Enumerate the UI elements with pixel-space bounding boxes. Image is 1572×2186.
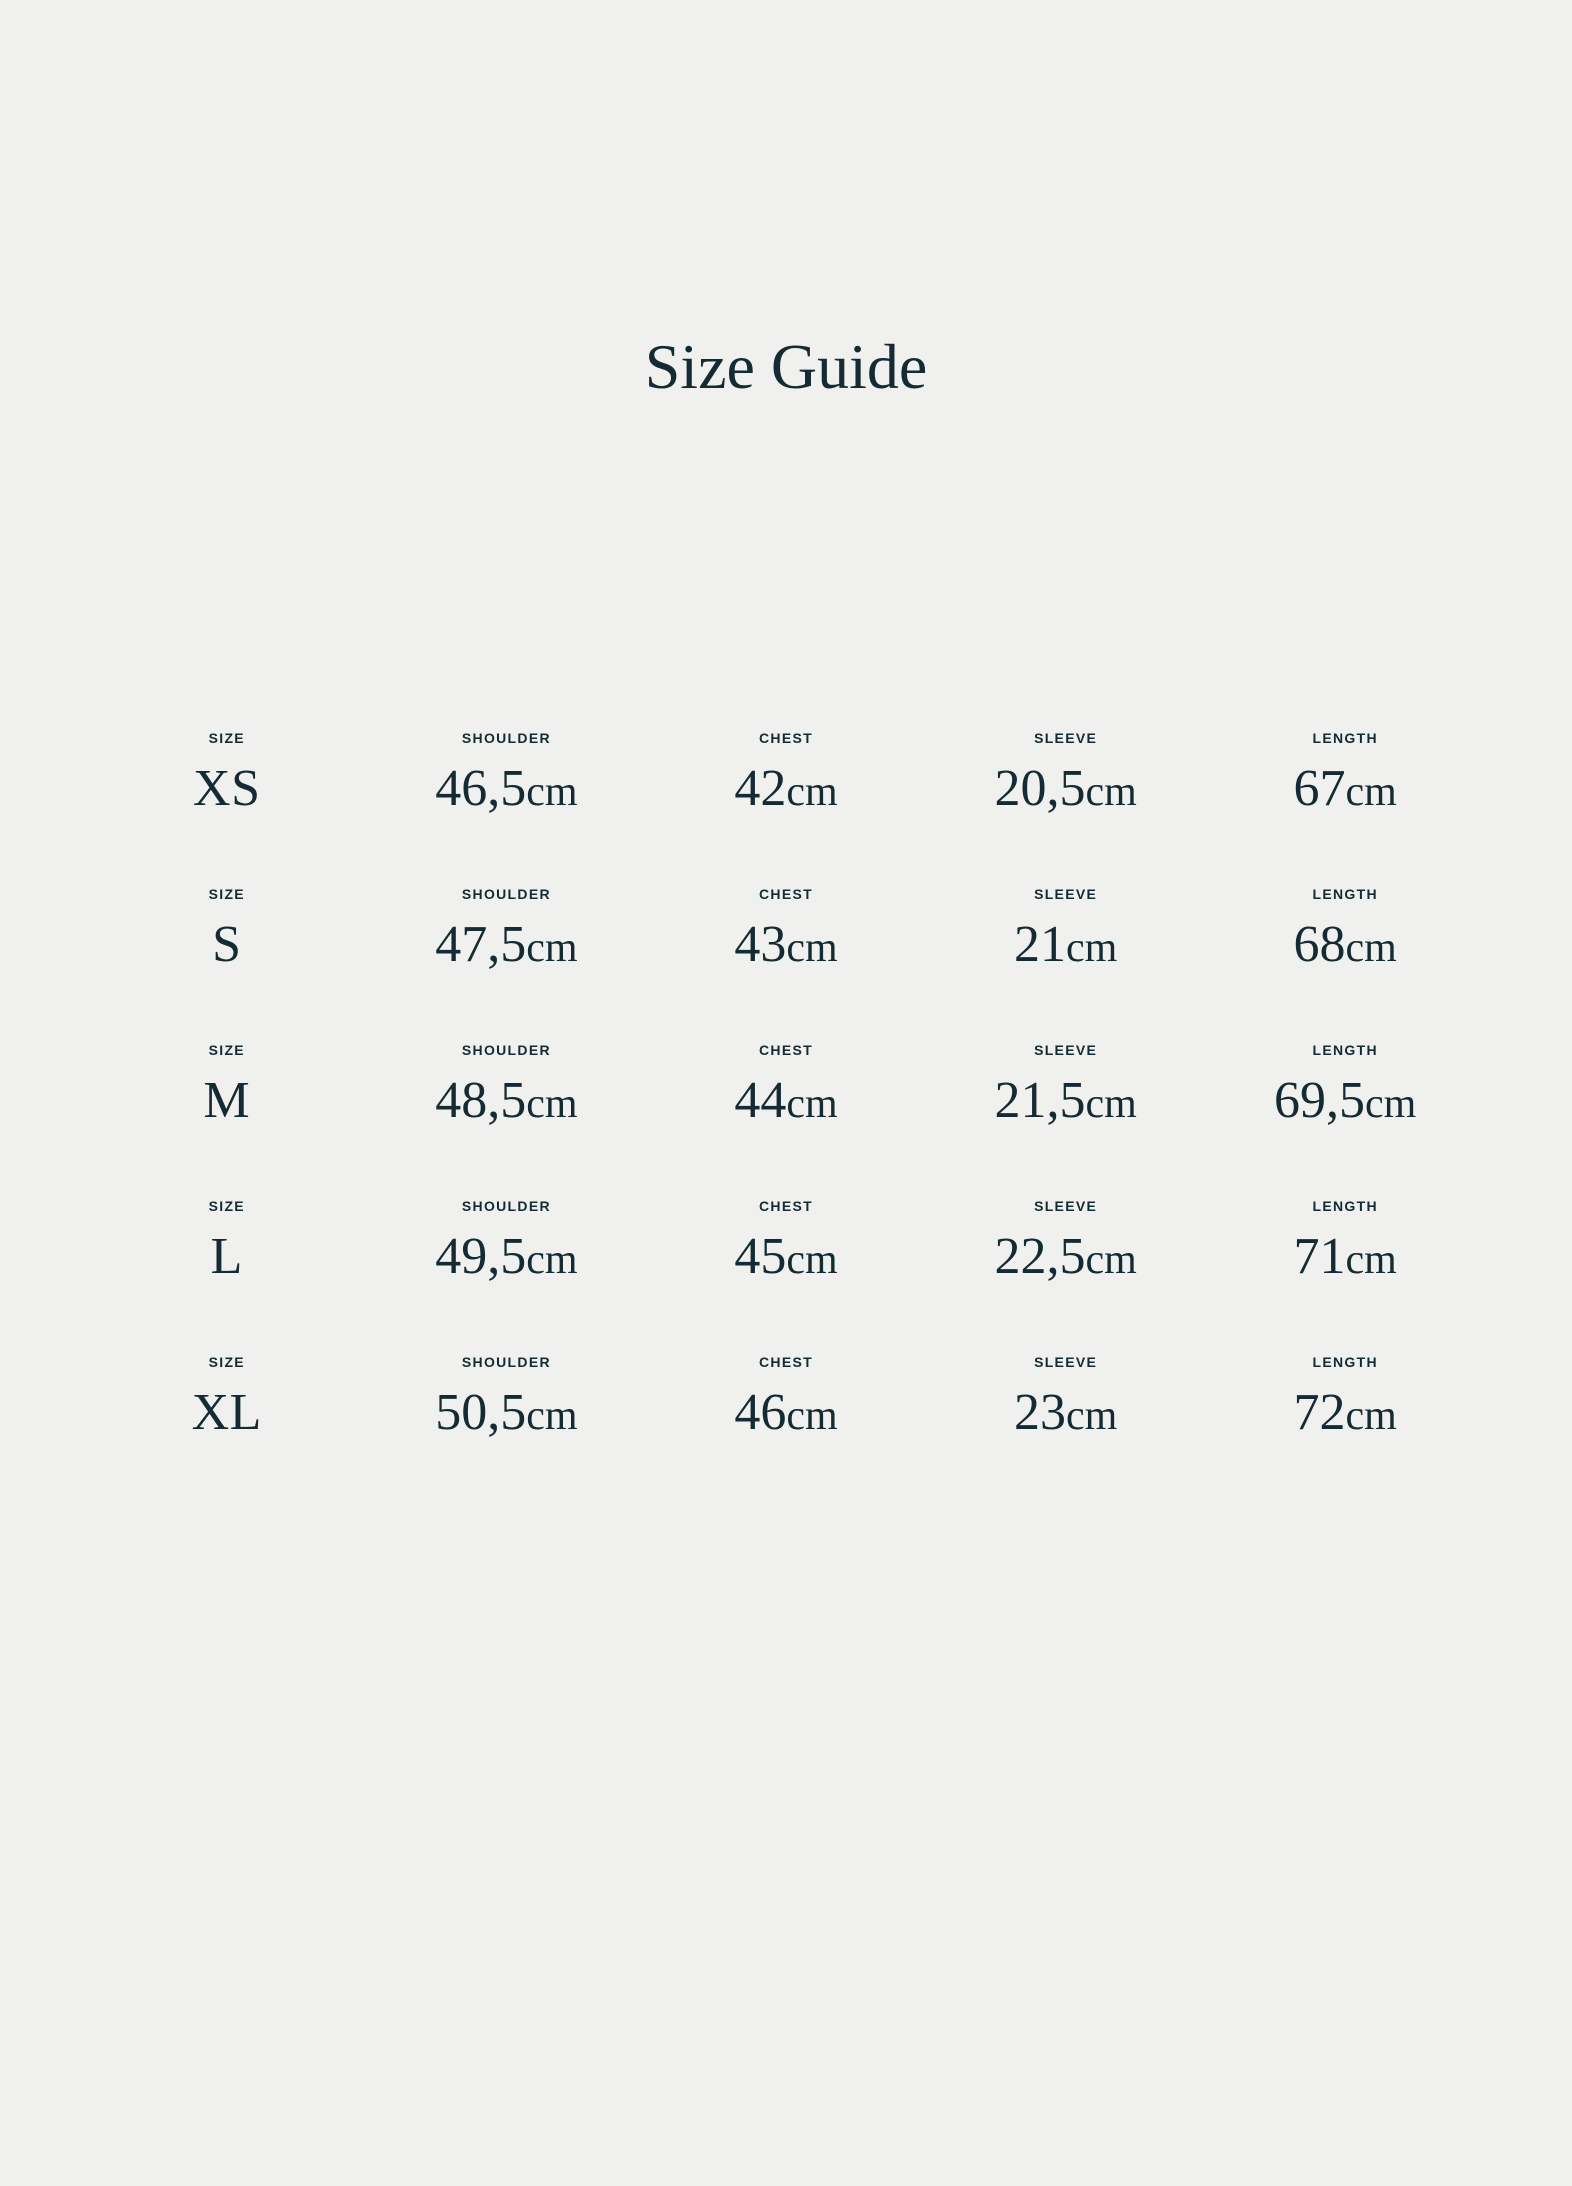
- measurement-number: 46: [734, 1384, 787, 1441]
- measurement-value: [994, 1072, 1137, 1130]
- page-title: Size Guide: [644, 331, 928, 402]
- table-row: [87, 1355, 1485, 1511]
- measurement-value: [1013, 1384, 1118, 1442]
- measurement-value: [435, 916, 578, 974]
- column-label: SIZE: [208, 1198, 245, 1214]
- measurement-value: [1293, 760, 1397, 818]
- size-letter: XL: [191, 1384, 262, 1441]
- measurement-number: 42: [734, 760, 787, 817]
- column-label: SLEEVE: [1034, 730, 1098, 746]
- measurement-number: 50,5: [435, 1384, 527, 1441]
- unit-label: cm: [1345, 1393, 1397, 1439]
- column-label: LENGTH: [1312, 1354, 1378, 1370]
- unit-label: cm: [526, 1237, 578, 1283]
- size-table: [87, 731, 1485, 1511]
- unit-label: cm: [1085, 1081, 1137, 1127]
- size-value: [203, 1072, 251, 1129]
- unit-label: cm: [526, 769, 578, 815]
- measurement-value: [435, 1228, 578, 1286]
- unit-label: cm: [526, 1393, 578, 1439]
- size-cell: [87, 731, 367, 887]
- table-row: [87, 731, 1485, 887]
- unit-label: cm: [786, 769, 838, 815]
- column-label: CHEST: [759, 1198, 813, 1214]
- size-cell: [87, 1043, 367, 1199]
- column-label: LENGTH: [1312, 886, 1378, 902]
- measurement-value: [734, 1384, 838, 1442]
- column-label: SHOULDER: [461, 1354, 551, 1370]
- measurement-number: 45: [734, 1228, 787, 1285]
- column-label: SHOULDER: [461, 1042, 551, 1058]
- unit-label: cm: [1065, 925, 1118, 971]
- column-label: SIZE: [208, 1042, 245, 1058]
- measurement-number: 46,5: [435, 760, 527, 817]
- measurement-value: [1293, 1384, 1397, 1442]
- measurement-number: 72: [1293, 1384, 1346, 1441]
- unit-label: cm: [786, 1393, 838, 1439]
- size-letter: M: [203, 1072, 251, 1129]
- measurement-number: 44: [734, 1072, 787, 1129]
- measurement-value: [734, 760, 838, 818]
- measurement-value: [435, 760, 578, 818]
- measurement-value: [435, 1072, 578, 1130]
- unit-label: cm: [526, 925, 578, 971]
- measurement-value: [1013, 916, 1118, 974]
- measurement-cell: [926, 1199, 1206, 1355]
- unit-label: cm: [786, 925, 838, 971]
- measurement-value: [1293, 1228, 1397, 1286]
- size-letter: S: [212, 916, 242, 973]
- measurement-number: 49,5: [435, 1228, 527, 1285]
- unit-label: cm: [1345, 925, 1397, 971]
- unit-label: cm: [1345, 1237, 1397, 1283]
- measurement-cell: [646, 1043, 926, 1199]
- measurement-value: [734, 1072, 838, 1130]
- measurement-cell: [926, 887, 1206, 1043]
- size-cell: [87, 887, 367, 1043]
- measurement-value: [734, 916, 838, 974]
- size-value: [193, 760, 261, 817]
- column-label: SIZE: [208, 1354, 245, 1370]
- column-label: CHEST: [759, 1354, 813, 1370]
- column-label: LENGTH: [1312, 1042, 1378, 1058]
- unit-label: cm: [1085, 769, 1137, 815]
- measurement-number: 48,5: [435, 1072, 527, 1129]
- column-label: SLEEVE: [1034, 1354, 1098, 1370]
- measurement-number: 22,5: [994, 1228, 1086, 1285]
- measurement-number: 21: [1013, 916, 1066, 973]
- table-row: [87, 1199, 1485, 1355]
- measurement-cell: [646, 887, 926, 1043]
- column-label: SLEEVE: [1034, 1198, 1098, 1214]
- measurement-cell: [926, 731, 1206, 887]
- unit-label: cm: [1085, 1237, 1137, 1283]
- unit-label: cm: [786, 1081, 838, 1127]
- measurement-cell: [1205, 1043, 1485, 1199]
- measurement-cell: [646, 1199, 926, 1355]
- size-letter: L: [210, 1228, 243, 1285]
- unit-label: cm: [1065, 1393, 1118, 1439]
- measurement-cell: [1205, 887, 1485, 1043]
- column-label: SLEEVE: [1034, 886, 1098, 902]
- size-letter: XS: [193, 760, 261, 817]
- column-label: LENGTH: [1312, 1198, 1378, 1214]
- unit-label: cm: [1365, 1081, 1417, 1127]
- measurement-value: [1274, 1072, 1417, 1130]
- measurement-cell: [367, 1043, 647, 1199]
- measurement-cell: [1205, 1199, 1485, 1355]
- column-label: CHEST: [759, 886, 813, 902]
- measurement-value: [1293, 916, 1397, 974]
- measurement-value: [435, 1384, 578, 1442]
- column-label: SHOULDER: [461, 886, 551, 902]
- measurement-cell: [646, 1355, 926, 1511]
- measurement-number: 68: [1293, 916, 1346, 973]
- unit-label: cm: [526, 1081, 578, 1127]
- measurement-number: 21,5: [994, 1072, 1086, 1129]
- measurement-cell: [367, 1199, 647, 1355]
- column-label: SHOULDER: [461, 730, 551, 746]
- measurement-number: 23: [1013, 1384, 1066, 1441]
- column-label: CHEST: [759, 1042, 813, 1058]
- measurement-number: 69,5: [1274, 1072, 1366, 1129]
- column-label: LENGTH: [1312, 730, 1378, 746]
- column-label: SIZE: [208, 886, 245, 902]
- measurement-number: 47,5: [435, 916, 527, 973]
- measurement-number: 71: [1293, 1228, 1346, 1285]
- measurement-number: 20,5: [994, 760, 1086, 817]
- size-cell: [87, 1199, 367, 1355]
- measurement-cell: [646, 731, 926, 887]
- table-row: [87, 887, 1485, 1043]
- column-label: SLEEVE: [1034, 1042, 1098, 1058]
- column-label: SIZE: [208, 730, 245, 746]
- size-value: [210, 1228, 243, 1285]
- size-value: [191, 1384, 262, 1441]
- size-value: [212, 916, 242, 973]
- measurement-cell: [1205, 1355, 1485, 1511]
- unit-label: cm: [1345, 769, 1397, 815]
- measurement-cell: [926, 1043, 1206, 1199]
- measurement-cell: [367, 887, 647, 1043]
- measurement-cell: [367, 1355, 647, 1511]
- unit-label: cm: [786, 1237, 838, 1283]
- measurement-value: [994, 760, 1137, 818]
- measurement-value: [734, 1228, 838, 1286]
- measurement-cell: [1205, 731, 1485, 887]
- table-row: [87, 1043, 1485, 1199]
- measurement-cell: [926, 1355, 1206, 1511]
- column-label: SHOULDER: [461, 1198, 551, 1214]
- measurement-number: 67: [1293, 760, 1346, 817]
- measurement-cell: [367, 731, 647, 887]
- measurement-value: [994, 1228, 1137, 1286]
- size-cell: [87, 1355, 367, 1511]
- measurement-number: 43: [734, 916, 787, 973]
- column-label: CHEST: [759, 730, 813, 746]
